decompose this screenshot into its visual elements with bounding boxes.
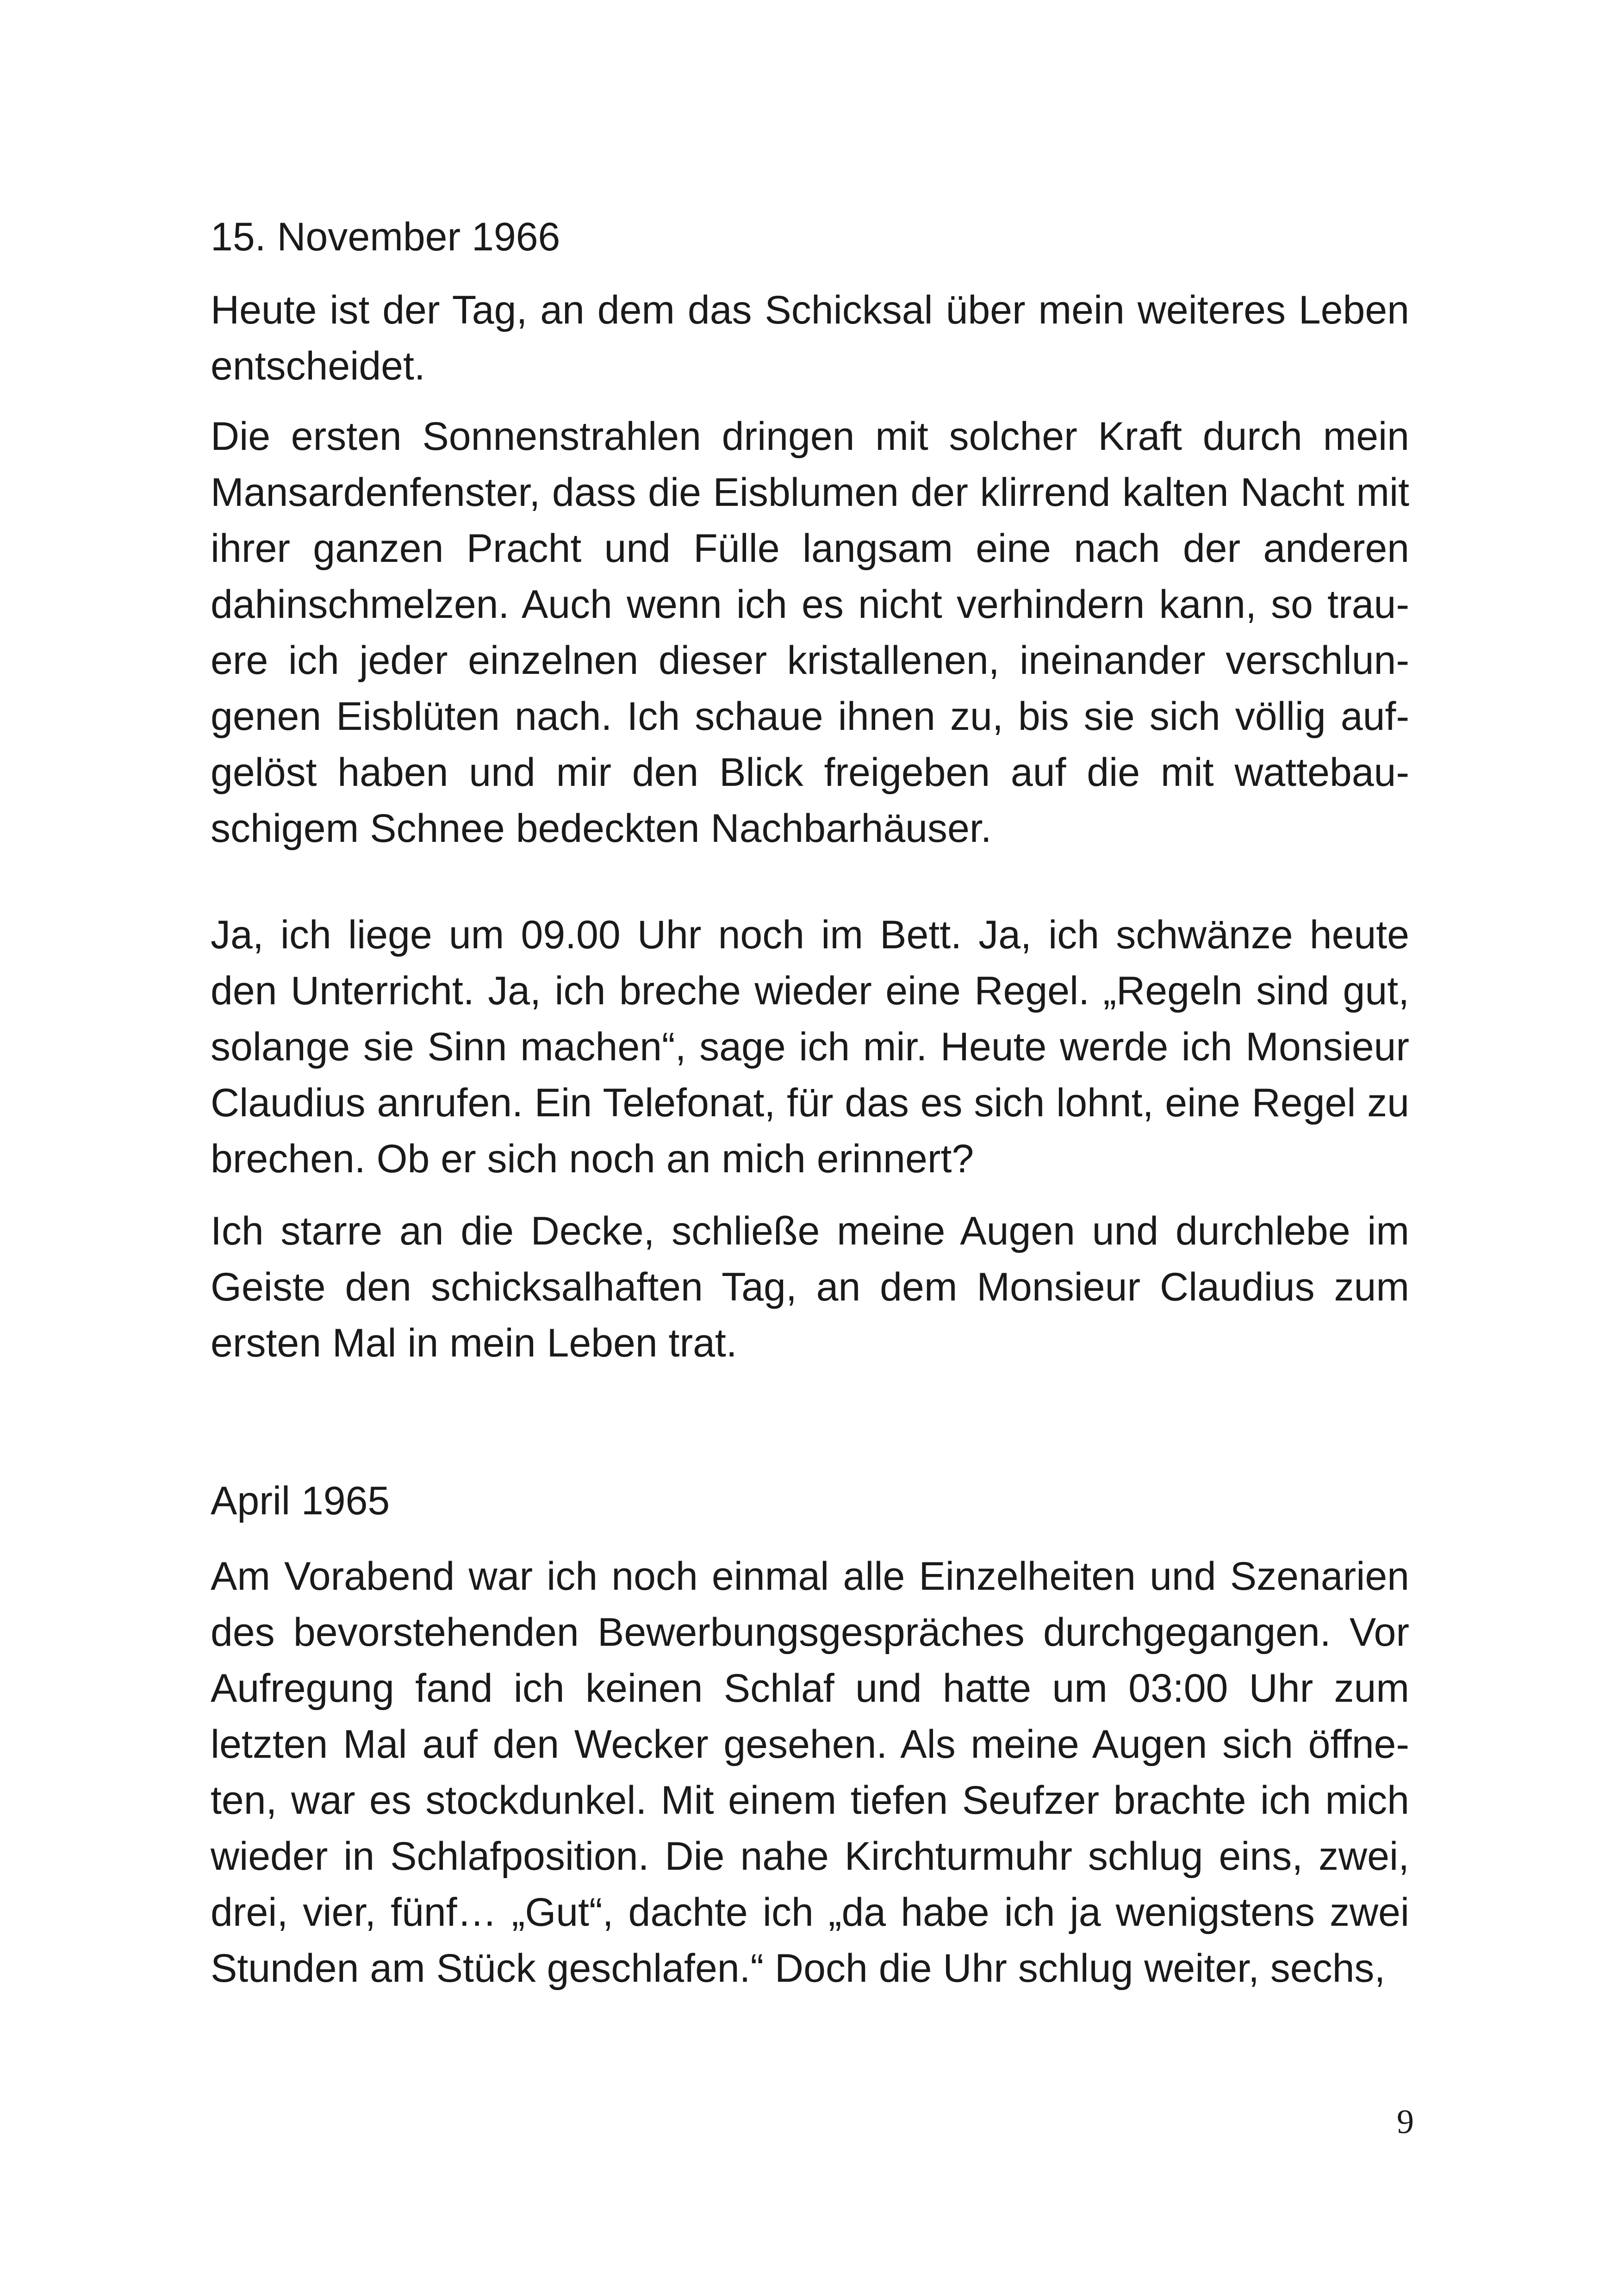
entry-date-1: 15. November 1966 xyxy=(211,215,560,259)
entry-1-paragraph-1: Heute ist der Tag, an dem das Schicksal über mein weiteres Leben entscheidet. xyxy=(211,288,1409,388)
page-number: 9 xyxy=(1397,2103,1414,2141)
entry-2-paragraph-1: Am Vorabend war ich noch einmal alle Einzelheiten und Szenarien des bevorstehenden Bewerbungsgespräches durchgegangen. Vor Aufregung fand ich keinen Schlaf und hatte um 03:00 Uhr zum letzten Mal auf den Wecker gesehen. Als meine Augen sich öffneten, war es stockdunkel. Mit einem tiefen Seufzer brachte ich mich wieder in Schlafposition. Die nahe Kirchturmuhr schlug eins, zwei, drei, vier, fünf… „Gut“, dachte ich „da habe ich ja wenigstens zwei Stunden am Stück geschlafen.“ Doch die Uhr schlug weiter, sechs, xyxy=(211,1554,1409,1991)
entry-1-paragraph-3: Ja, ich liege um 09.00 Uhr noch im Bett. Ja, ich schwänze heute den Unterricht. Ja, ich breche wieder eine Regel. „Regeln sind gut, solange sie Sinn machen“, sage ich mir. Heute werde ich Monsieur Claudius anrufen. Ein Telefonat, für das es sich lohnt, eine Regel zu brechen. Ob er sich noch an mich erinnert? xyxy=(211,913,1409,1181)
entry-1-paragraph-4: Ich starre an die Decke, schließe meine Augen und durchlebe im Geiste den schicksalhaften Tag, an dem Monsieur Claudius zum ersten Mal in mein Leben trat. xyxy=(211,1209,1409,1365)
entry-1-paragraph-2: Die ersten Sonnenstrahlen dringen mit solcher Kraft durch mein Mansardenfenster, dass die Eisblumen der klirrend kalten Nacht mit ihrer ganzen Pracht und Fülle langsam eine nach der anderen dahinschmelzen. Auch wenn ich es nicht verhindern kann, so trauere ich jeder einzelnen dieser kristallenen, ineinander verschlungenen Eisblüten nach. Ich schaue ihnen zu, bis sie sich völlig aufgelöst haben und mir den Blick freigeben auf die mit wattebauschigem Schnee bedeckten Nachbarhäuser. xyxy=(211,414,1409,851)
entry-date-2: April 1965 xyxy=(211,1479,390,1523)
